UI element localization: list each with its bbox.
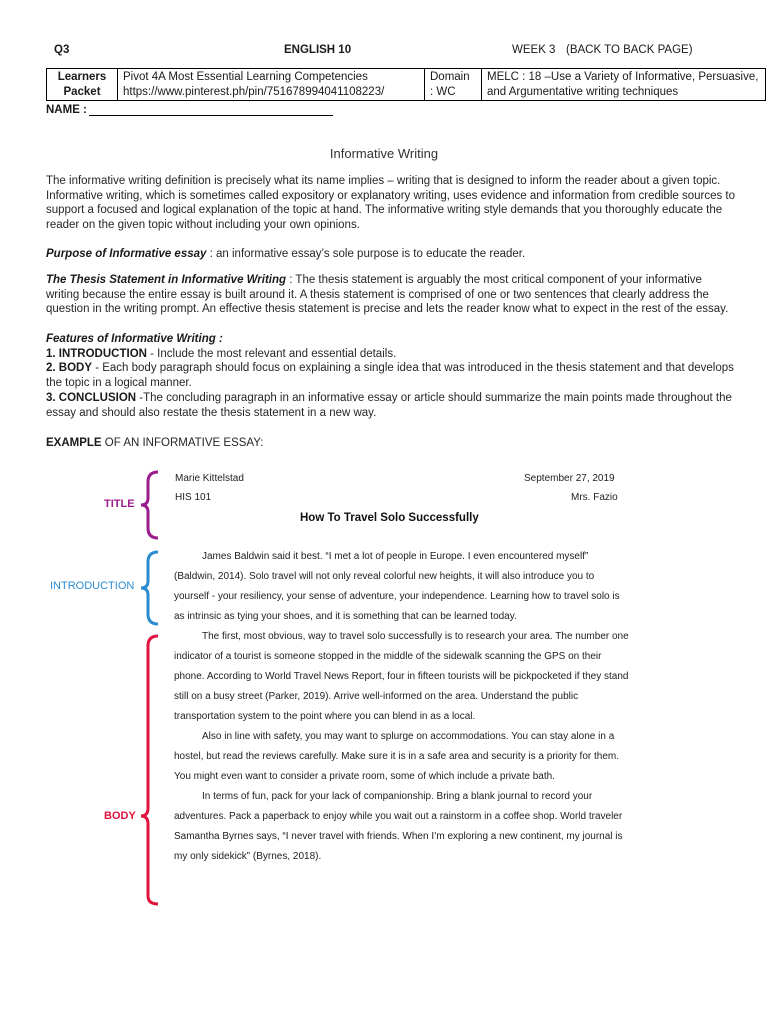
title-label: TITLE [104, 498, 135, 510]
essay-intro-paragraph: James Baldwin said it best. “I met a lot of people in Europe. I even encountered myself” (Baldwin, 2014). Solo travel will not only reveal colorful new heights, it will also introduce you to yourself - your resiliency, your sense of adventure, your independence. Learning how to travel solo is as intrinsic as tying your shoes, and it is something that can be learned today. [174, 551, 620, 622]
essay-course: HIS 101 [175, 492, 212, 503]
purpose-label: Purpose of Informative essay [46, 248, 207, 260]
competencies-cell: Pivot 4A Most Essential Learning Competencies https://www.pinterest.ph/pin/751678994041108223/ [118, 69, 425, 101]
essay-date: September 27, 2019 [524, 473, 615, 484]
name-underline[interactable] [89, 115, 333, 116]
learners-packet-cell: Learners Packet [47, 69, 118, 101]
features-label: Features of Informative Writing : [46, 333, 223, 345]
subject-label: ENGLISH 10 [284, 44, 352, 56]
melc-cell: MELC : 18 –Use a Variety of Informative, Persuasive, and Argumentative writing techniques [482, 69, 766, 101]
name-label: NAME : [46, 104, 87, 116]
introduction-label: INTRODUCTION [50, 580, 135, 592]
feature-1-text: - Include the most relevant and essential details. [146, 347, 397, 360]
feature-3-text: -The concluding paragraph in an informative essay or article should summarize the main points made throughout the essay and should also restate the thesis statement in a new way. [46, 391, 732, 419]
quarter-label: Q3 [54, 44, 70, 56]
essay-body-3: In terms of fun, pack for your lack of companionship. Bring a blank journal to record your adventures. Pack a paperback to enjoy while you wait out a rainstorm in a coffee shop. World traveler Samantha Byrnes says, “I never travel with friends. When I’m exploring a new continent, my journal is my only sidekick” (Byrnes, 2018). [174, 791, 623, 862]
body-label: BODY [104, 810, 136, 822]
feature-2-head: 2. BODY [46, 362, 93, 375]
purpose-paragraph [46, 247, 738, 262]
thesis-label: The Thesis Statement in Informative Writing [46, 274, 287, 286]
week-label: WEEK 3 [512, 44, 556, 56]
features-section [46, 332, 738, 420]
domain-cell: Domain : WC [425, 69, 482, 101]
feature-2-text: - Each body paragraph should focus on explaining a single idea that was introduced in the thesis statement and that develops the topic in a logical manner. [46, 362, 734, 390]
example-heading: EXAMPLE OF AN INFORMATIVE ESSAY: [46, 437, 264, 449]
thesis-paragraph [46, 273, 738, 317]
feature-3-head: 3. CONCLUSION [46, 391, 137, 404]
page-title: Informative Writing [329, 146, 439, 161]
intro-paragraph: The informative writing definition is precisely what its name implies – writing that is designed to inform the reader about a given topic. Informative writing, which is sometimes called expository or explanatory writing, uses evidence and information from credible sources to support a focused and logical explanation of the topic at hand. The informative writing style demands that you thoroughly educate the reader on the given topic without including your own opinions. [46, 175, 736, 232]
page-note: (BACK TO BACK PAGE) [566, 44, 693, 56]
essay-teacher: Mrs. Fazio [571, 492, 618, 503]
essay-body-2: Also in line with safety, you may want to splurge on accommodations. You can stay alone in a hostel, but read the reviews carefully. Make sure it is in a safe area and security is a priority for them. You might even want to consider a private room, some of which include a private bath. [174, 731, 620, 782]
essay-body-1: The first, most obvious, way to travel solo successfully is to research your area. The number one indicator of a tourist is someone stopped in the middle of the sidewalk scanning the GPS on their phone. According to World Travel News Report, four in fifteen tourists will be pickpocketed if they stand still on a busy street (Parker, 2019). Arrive well-informed on the area. Understand the public transportation system to the point where you can blend in as a local. [174, 631, 629, 722]
body-brace-icon [138, 634, 162, 906]
purpose-text: : an informative essay’s sole purpose is to educate the reader. [206, 248, 526, 260]
info-table [46, 68, 766, 101]
title-brace-icon [138, 470, 162, 540]
introduction-brace-icon [138, 550, 162, 626]
name-field [46, 104, 333, 116]
essay-title: How To Travel Solo Successfully [300, 512, 479, 524]
thesis-text: : The thesis statement is arguably the most critical component of your informative writing because the entire essay is built around it. A thesis statement is comprised of one or two sentences that clearly address the question in the writing prompt. An effective thesis statement is precise and lets the reader know what to expect in the rest of the essay. [46, 274, 729, 316]
essay-author: Marie Kittelstad [175, 473, 244, 484]
essay-body-paragraphs [174, 627, 630, 867]
feature-1-head: 1. INTRODUCTION [46, 347, 147, 360]
